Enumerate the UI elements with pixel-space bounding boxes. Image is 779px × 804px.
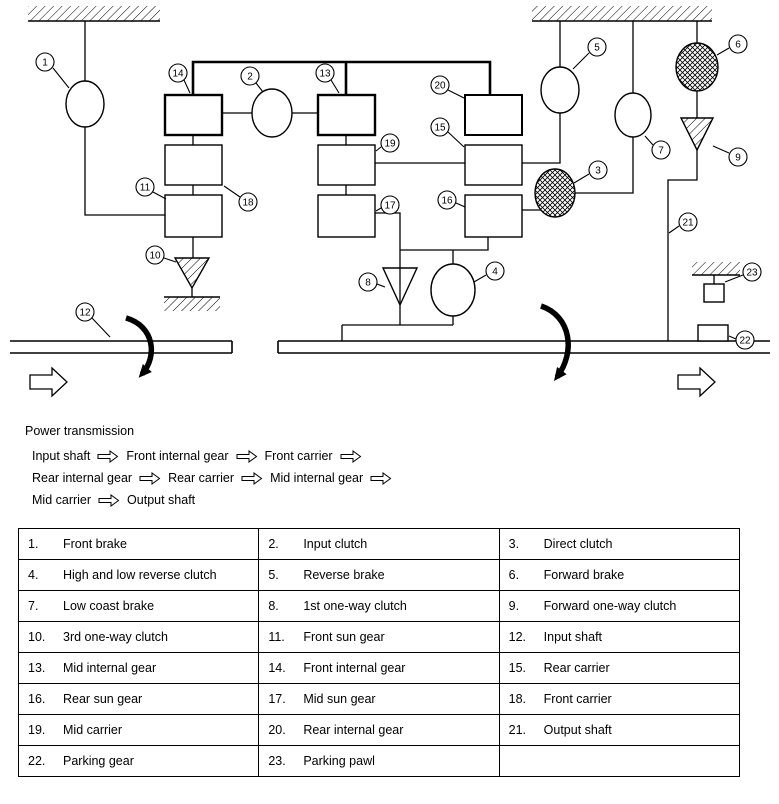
cell-label: Input shaft (543, 630, 603, 644)
table-row (19, 560, 740, 591)
cell-label: Parking gear (63, 754, 134, 768)
callout-18 (224, 186, 257, 211)
cell-label: Forward brake (543, 568, 625, 582)
callout-3 (574, 161, 607, 183)
table-cell (19, 684, 259, 715)
table-cell (259, 653, 499, 684)
cell-label: Rear internal gear (303, 723, 404, 737)
callout-8 (359, 273, 385, 291)
rotation-arrow-input-shaft (126, 318, 151, 374)
power-flow-row-1 (32, 449, 779, 463)
table-cell (19, 529, 259, 560)
callout-2 (241, 67, 263, 92)
parking-pawl (704, 284, 724, 302)
table-row (19, 622, 740, 653)
svg-text:20: 20 (434, 80, 446, 92)
table-cell (499, 591, 739, 622)
cell-label: Mid sun gear (303, 692, 376, 706)
svg-text:5: 5 (594, 42, 600, 54)
svg-text:13: 13 (319, 68, 331, 80)
svg-text:16: 16 (441, 195, 453, 207)
flow-arrow-icon (340, 450, 362, 463)
cell-label: Parking pawl (303, 754, 375, 768)
cell-number: 20. (268, 723, 286, 737)
power-flow-row-3 (32, 493, 779, 507)
callout-13 (316, 64, 339, 93)
svg-text:9: 9 (735, 152, 741, 164)
table-cell (259, 560, 499, 591)
cell-label: Mid internal gear (63, 661, 157, 675)
svg-text:21: 21 (682, 217, 694, 229)
svg-text:4: 4 (492, 266, 498, 278)
table-cell (259, 529, 499, 560)
callout-4 (474, 262, 504, 282)
cell-number: 5. (268, 568, 279, 582)
table-cell (259, 715, 499, 746)
cell-number: 9. (508, 599, 520, 613)
svg-text:14: 14 (172, 68, 184, 80)
table-row (19, 746, 740, 777)
cell-number: 1. (28, 537, 39, 551)
svg-text:1: 1 (42, 57, 48, 69)
cell-label: Front carrier (543, 692, 612, 706)
cell-number: 8. (268, 599, 279, 613)
table-row (19, 653, 740, 684)
flow-arrow-icon (370, 472, 392, 485)
legend-table (18, 528, 740, 777)
cell-label: Mid carrier (63, 723, 123, 737)
table-cell (19, 622, 259, 653)
svg-text:8: 8 (365, 277, 371, 289)
mid-sun-gear (318, 195, 375, 237)
svg-text:11: 11 (139, 182, 151, 194)
table-cell (499, 746, 739, 777)
cell-number: 18. (508, 692, 527, 706)
svg-text:23: 23 (746, 267, 758, 279)
mid-carrier (318, 145, 375, 185)
callout-9 (713, 146, 747, 166)
cell-label: Low coast brake (63, 599, 155, 613)
flow-item: Rear internal gear (32, 471, 133, 485)
third-one-way-clutch (175, 258, 209, 288)
cell-label: Output shaft (543, 723, 612, 737)
table-cell (259, 591, 499, 622)
callout-17 (376, 196, 399, 214)
output-shaft (278, 341, 770, 353)
forward-brake (676, 43, 718, 91)
mid-internal-gear (318, 95, 375, 135)
cell-number: 13. (28, 661, 46, 675)
cell-label: 3rd one-way clutch (63, 630, 168, 644)
svg-text:6: 6 (735, 39, 741, 51)
table-cell (19, 653, 259, 684)
svg-text:2: 2 (247, 71, 253, 83)
cell-number: 7. (28, 599, 39, 613)
power-flow-legend (25, 424, 779, 507)
flow-arrow-icon (236, 450, 258, 463)
flow-item: Mid carrier (32, 493, 92, 507)
cell-number: 21. (508, 723, 527, 737)
table-cell (499, 622, 739, 653)
table-cell (19, 560, 259, 591)
cell-number: 3. (508, 537, 520, 551)
callout-14 (169, 64, 190, 93)
callout-16 (438, 191, 465, 209)
cell-label: Front internal gear (303, 661, 406, 675)
table-row (19, 591, 740, 622)
high-low-reverse-clutch (431, 264, 475, 316)
cell-number: 11. (268, 630, 285, 644)
table-row (19, 529, 740, 560)
rear-internal-gear (465, 95, 522, 135)
table-cell (499, 715, 739, 746)
callout-15 (431, 118, 464, 147)
svg-text:22: 22 (739, 335, 751, 347)
callout-20 (431, 76, 464, 98)
front-internal-gear (165, 95, 222, 135)
callout-11 (136, 178, 166, 199)
svg-text:18: 18 (242, 197, 254, 209)
cell-number: 17. (268, 692, 286, 706)
cell-number: 22. (28, 754, 46, 768)
fixed-case-left (28, 6, 160, 21)
cell-label: Front brake (63, 537, 127, 551)
flow-item: Front carrier (264, 449, 333, 463)
direct-clutch (535, 169, 575, 217)
callout-19 (376, 134, 399, 152)
flow-item: Input shaft (32, 449, 91, 463)
table-row (19, 684, 740, 715)
table-cell (499, 653, 739, 684)
svg-text:10: 10 (149, 250, 161, 262)
table-cell (19, 591, 259, 622)
table-cell (19, 715, 259, 746)
cell-label: Reverse brake (303, 568, 385, 582)
power-flow-row-2 (32, 471, 779, 485)
reverse-brake (541, 67, 579, 113)
input-clutch (252, 89, 292, 137)
power-flow-title: Power transmission (25, 424, 135, 438)
callout-6 (717, 35, 747, 55)
flow-arrow-icon (98, 494, 120, 507)
table-cell (499, 560, 739, 591)
legend-table-body (19, 529, 740, 777)
cell-label: Front sun gear (303, 630, 385, 644)
cell-number: 14. (268, 661, 286, 675)
fixed-case-right (532, 6, 712, 21)
cell-number: 23. (268, 754, 286, 768)
callout-21 (669, 213, 697, 233)
flow-direction-arrow-left (30, 368, 67, 396)
table-cell (19, 746, 259, 777)
forward-one-way-clutch (681, 118, 713, 150)
cell-number: 12. (508, 630, 527, 644)
cell-number: 19. (28, 723, 46, 737)
front-brake (66, 81, 104, 127)
flow-item: Mid internal gear (270, 471, 364, 485)
cell-label: Direct clutch (543, 537, 613, 551)
rear-carrier (465, 145, 522, 185)
cell-label: Input clutch (303, 537, 368, 551)
flow-direction-arrow-right (678, 368, 715, 396)
cell-number: 6. (508, 568, 520, 582)
cell-number: 10. (28, 630, 46, 644)
callout-12 (76, 303, 110, 337)
cell-number: 2. (268, 537, 279, 551)
table-cell (499, 684, 739, 715)
table-cell (499, 529, 739, 560)
svg-text:19: 19 (384, 138, 396, 150)
flow-arrow-icon (241, 472, 263, 485)
flow-item: Output shaft (127, 493, 196, 507)
svg-text:12: 12 (79, 307, 91, 319)
cell-label: Forward one-way clutch (543, 599, 677, 613)
callout-10 (146, 246, 176, 264)
cell-label: Rear sun gear (63, 692, 143, 706)
parking-gear (698, 325, 728, 341)
fixed-case-parking (692, 262, 740, 275)
callout-7 (645, 136, 670, 159)
input-shaft (10, 341, 232, 353)
table-row (19, 715, 740, 746)
cell-number: 16. (28, 692, 46, 706)
callout-5 (573, 38, 606, 69)
flow-item: Rear carrier (168, 471, 235, 485)
rear-sun-gear (465, 195, 522, 237)
callout-22 (729, 331, 754, 349)
front-carrier (165, 145, 222, 185)
table-cell (259, 622, 499, 653)
cell-number: 15. (508, 661, 527, 675)
cell-number: 4. (28, 568, 39, 582)
callout-1 (36, 53, 69, 88)
flow-arrow-icon (139, 472, 161, 485)
table-cell (259, 684, 499, 715)
cell-label: 1st one-way clutch (303, 599, 407, 613)
svg-text:3: 3 (595, 165, 601, 177)
flow-item: Front internal gear (126, 449, 229, 463)
cell-label: Rear carrier (543, 661, 610, 675)
table-cell (259, 746, 499, 777)
svg-text:17: 17 (384, 200, 396, 212)
svg-text:15: 15 (434, 122, 446, 134)
fixed-case-one-way (164, 297, 220, 311)
svg-text:7: 7 (658, 145, 664, 157)
flow-arrow-icon (97, 450, 119, 463)
cell-label: High and low reverse clutch (63, 568, 217, 582)
low-coast-brake (615, 93, 651, 137)
front-sun-gear (165, 195, 222, 237)
